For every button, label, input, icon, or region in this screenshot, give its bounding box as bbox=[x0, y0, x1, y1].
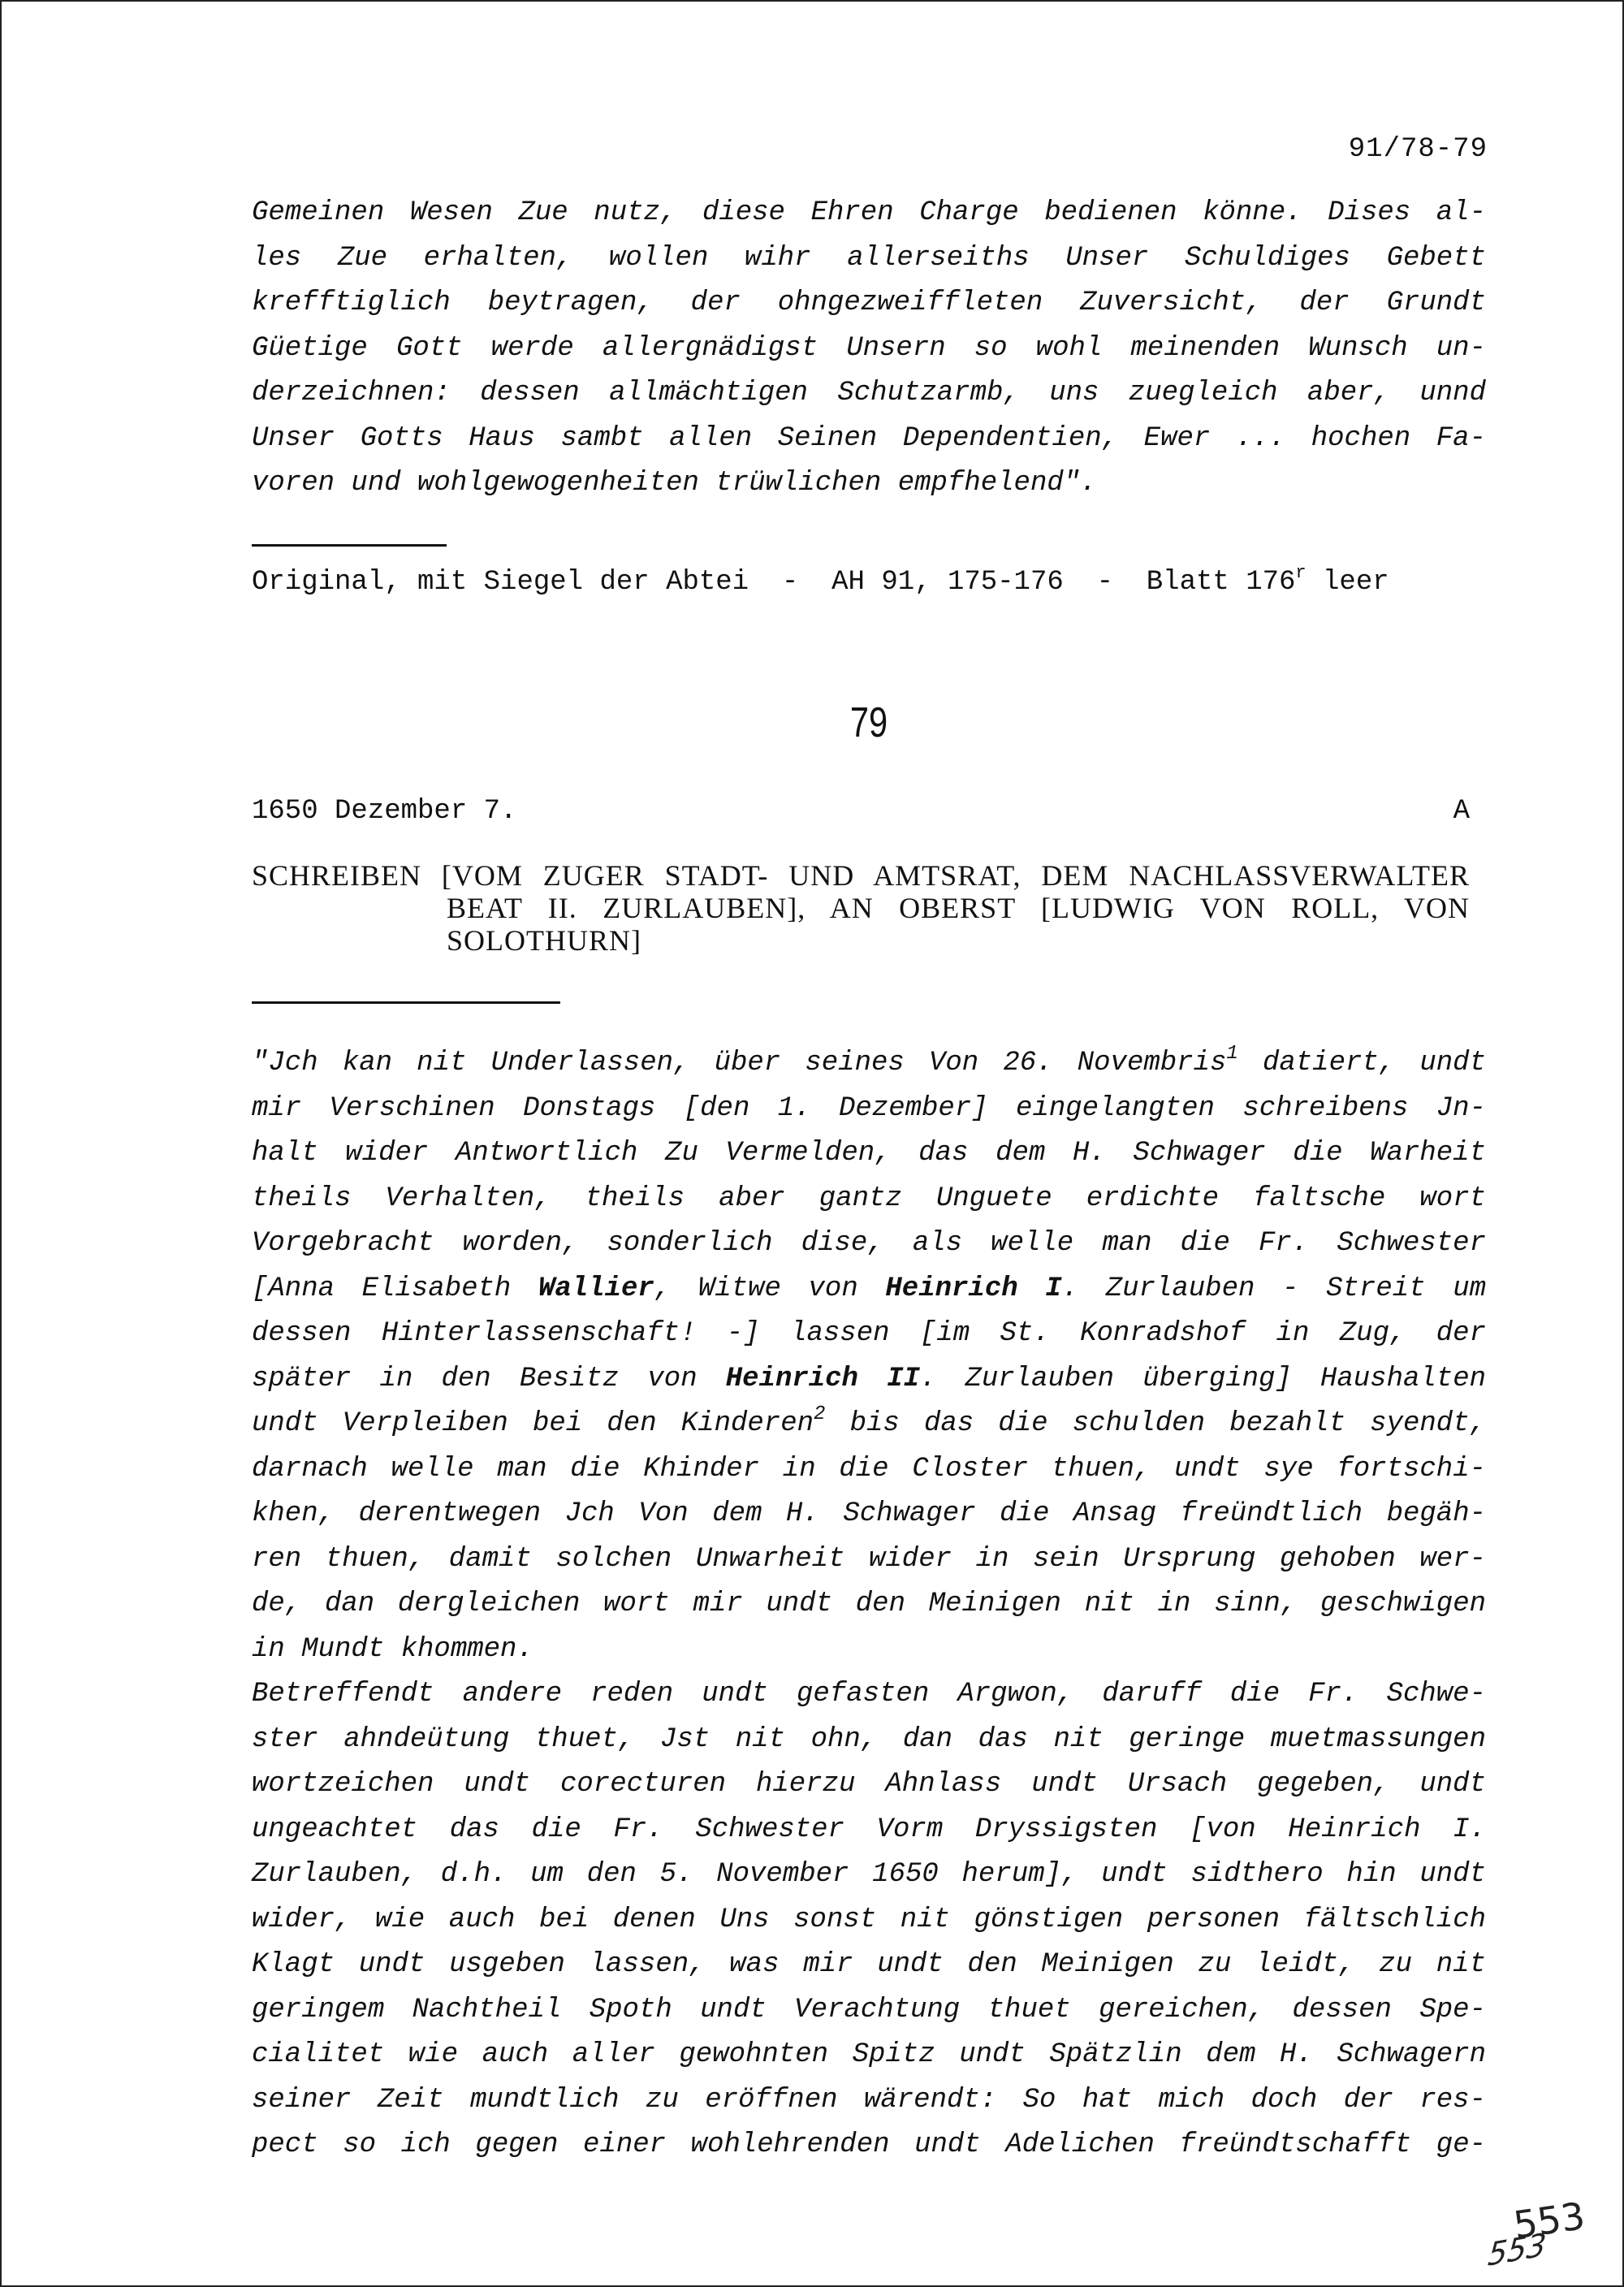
heading-line: SCHREIBEN [VOM ZUGER STADT- UND AMTSRAT, DEM NACHLASSVERWALTER bbox=[252, 859, 1470, 892]
text-line: darnach welle man die Khinder in die Closter thuen, undt sye fortschi- bbox=[252, 1453, 1486, 1485]
text-line: ungeachtet das die Fr. Schwester Vorm Dryssigsten [von Heinrich I. bbox=[252, 1814, 1486, 1845]
text-line: derzeichnen: dessen allmächtigen Schutzarmb, uns zuegleich aber, unnd bbox=[252, 378, 1486, 409]
source-superscript: r bbox=[1295, 563, 1307, 583]
text-line: Klagt undt usgeben lassen, was mir undt den Meinigen zu leidt, zu nit bbox=[252, 1949, 1486, 1980]
text-line: wider, wie auch bei denen Uns sonst nit gönstigen personen fältschlich bbox=[252, 1904, 1486, 1935]
text-line: mir Verschinen Donstags [den 1. Dezember] eingelangten schreibens Jn- bbox=[252, 1092, 1486, 1124]
text-line: Vorgebracht worden, sonderlich dise, als welle man die Fr. Schwester bbox=[252, 1228, 1486, 1259]
source-note bbox=[252, 560, 1470, 605]
text-line: Betreffendt andere reden undt gefasten Argwon, daruff die Fr. Schwe- bbox=[252, 1679, 1486, 1710]
text-line: theils Verhalten, theils aber gantz Unguete erdichte faltsche wort bbox=[252, 1182, 1486, 1214]
document-number: 79 bbox=[849, 699, 888, 746]
source-text-end: leer bbox=[1306, 567, 1389, 598]
person-name: Wallier bbox=[538, 1273, 654, 1304]
text-line: halt wider Antwortlich Zu Vermelden, das dem H. Schwager die Warheit bbox=[252, 1138, 1486, 1169]
heading-line: BEAT II. ZURLAUBEN], AN OBERST [LUDWIG VON ROLL, VON bbox=[447, 892, 1470, 924]
text-line: de, dan dergleichen wort mir undt den Meinigen nit in sinn, geschwigen bbox=[252, 1589, 1486, 1619]
document-category: A bbox=[1453, 796, 1470, 827]
document-date: 1650 Dezember 7. bbox=[252, 796, 517, 827]
text-line: ster ahndeütung thuet, Jst nit ohn, dan das nit geringe muetmassungen bbox=[252, 1723, 1486, 1755]
letter-text bbox=[252, 1041, 1486, 2168]
text-line: ren thuen, damit solchen Unwarheit wider in sein Ursprung gehoben wer- bbox=[252, 1543, 1486, 1575]
text-line: khen, derentwegen Jch Von dem H. Schwager die Ansag freündtlich begäh- bbox=[252, 1498, 1486, 1529]
text-line: krefftiglich beytragen, der ohngezweiffleten Zuversicht, der Grundt bbox=[252, 287, 1486, 318]
text-line: dessen Hinterlassenschaft! -] lassen [im St. Konradshof in Zug, der bbox=[252, 1318, 1486, 1349]
text-line: "Jch kan nit Underlassen, über seines Von 26. Novembris$^1$ datiert, undt bbox=[252, 1043, 1486, 1079]
text-line: pect so ich gegen einer wohlehrenden undt Adelichen freündtschafft ge- bbox=[252, 2129, 1486, 2160]
person-name: Heinrich I bbox=[885, 1273, 1062, 1304]
separator-rule bbox=[252, 1001, 560, 1004]
text-line: Unser Gotts Haus sambt allen Seinen Dependentien, Ewer ... hochen Fa- bbox=[252, 422, 1486, 454]
text-line: Zurlauben, d.h. um den 5. November 1650 herum], undt sidthero hin undt bbox=[252, 1859, 1486, 1890]
continuation-paragraph bbox=[252, 191, 1486, 507]
heading-line: SOLOTHURN] bbox=[447, 924, 641, 957]
text-line: voren und wohlgewogenheiten trüwlichen empfhelend". bbox=[252, 468, 1097, 499]
text-line: cialitet wie auch aller gewohnten Spitz undt Spätzlin dem H. Schwagern bbox=[252, 2039, 1486, 2070]
page-reference: 91/78-79 bbox=[1348, 134, 1488, 165]
source-text: Original, mit Siegel der Abtei - AH 91, 175-176 - Blatt 176 bbox=[252, 567, 1296, 598]
text-line: Güetige Gott werde allergnädigst Unsern so wohl meinenden Wunsch un- bbox=[252, 332, 1486, 364]
text-line: später in den Besitz von Heinrich II. Zurlauben überging] Haushalten bbox=[252, 1363, 1487, 1394]
footnote-marker: 2 bbox=[814, 1403, 826, 1425]
text-line: geringem Nachtheil Spoth undt Verachtung thuet gereichen, dessen Spe- bbox=[252, 1994, 1486, 2025]
separator-rule bbox=[252, 544, 447, 547]
text-line: seiner Zeit mundtlich zu eröffnen wärendt: So hat mich doch der res- bbox=[252, 2084, 1486, 2116]
text-line: [Anna Elisabeth Wallier, Witwe von Heinrich I. Zurlauben - Streit um bbox=[252, 1273, 1486, 1304]
text-line: in Mundt khommen. bbox=[252, 1633, 533, 1665]
footnote-marker: 1 bbox=[1226, 1043, 1238, 1065]
text-line: les Zue erhalten, wollen wihr allerseiths Unser Schuldiges Gebett bbox=[252, 242, 1486, 274]
text-line: wortzeichen undt corecturen hierzu Ahnlass undt Ursach gegeben, undt bbox=[252, 1769, 1486, 1800]
folio-number: 553 bbox=[1510, 2194, 1588, 2247]
text-line: undt Verpleiben bei den Kinderen$^2$ bis das die schulden bezahlt syendt, bbox=[252, 1403, 1486, 1439]
person-name: Heinrich II bbox=[725, 1363, 920, 1394]
text-line: Gemeinen Wesen Zue nutz, diese Ehren Charge bedienen könne. Dises al- bbox=[252, 197, 1486, 228]
folio-number-handwritten: 553 bbox=[1487, 2226, 1548, 2273]
document-heading bbox=[252, 859, 1470, 957]
